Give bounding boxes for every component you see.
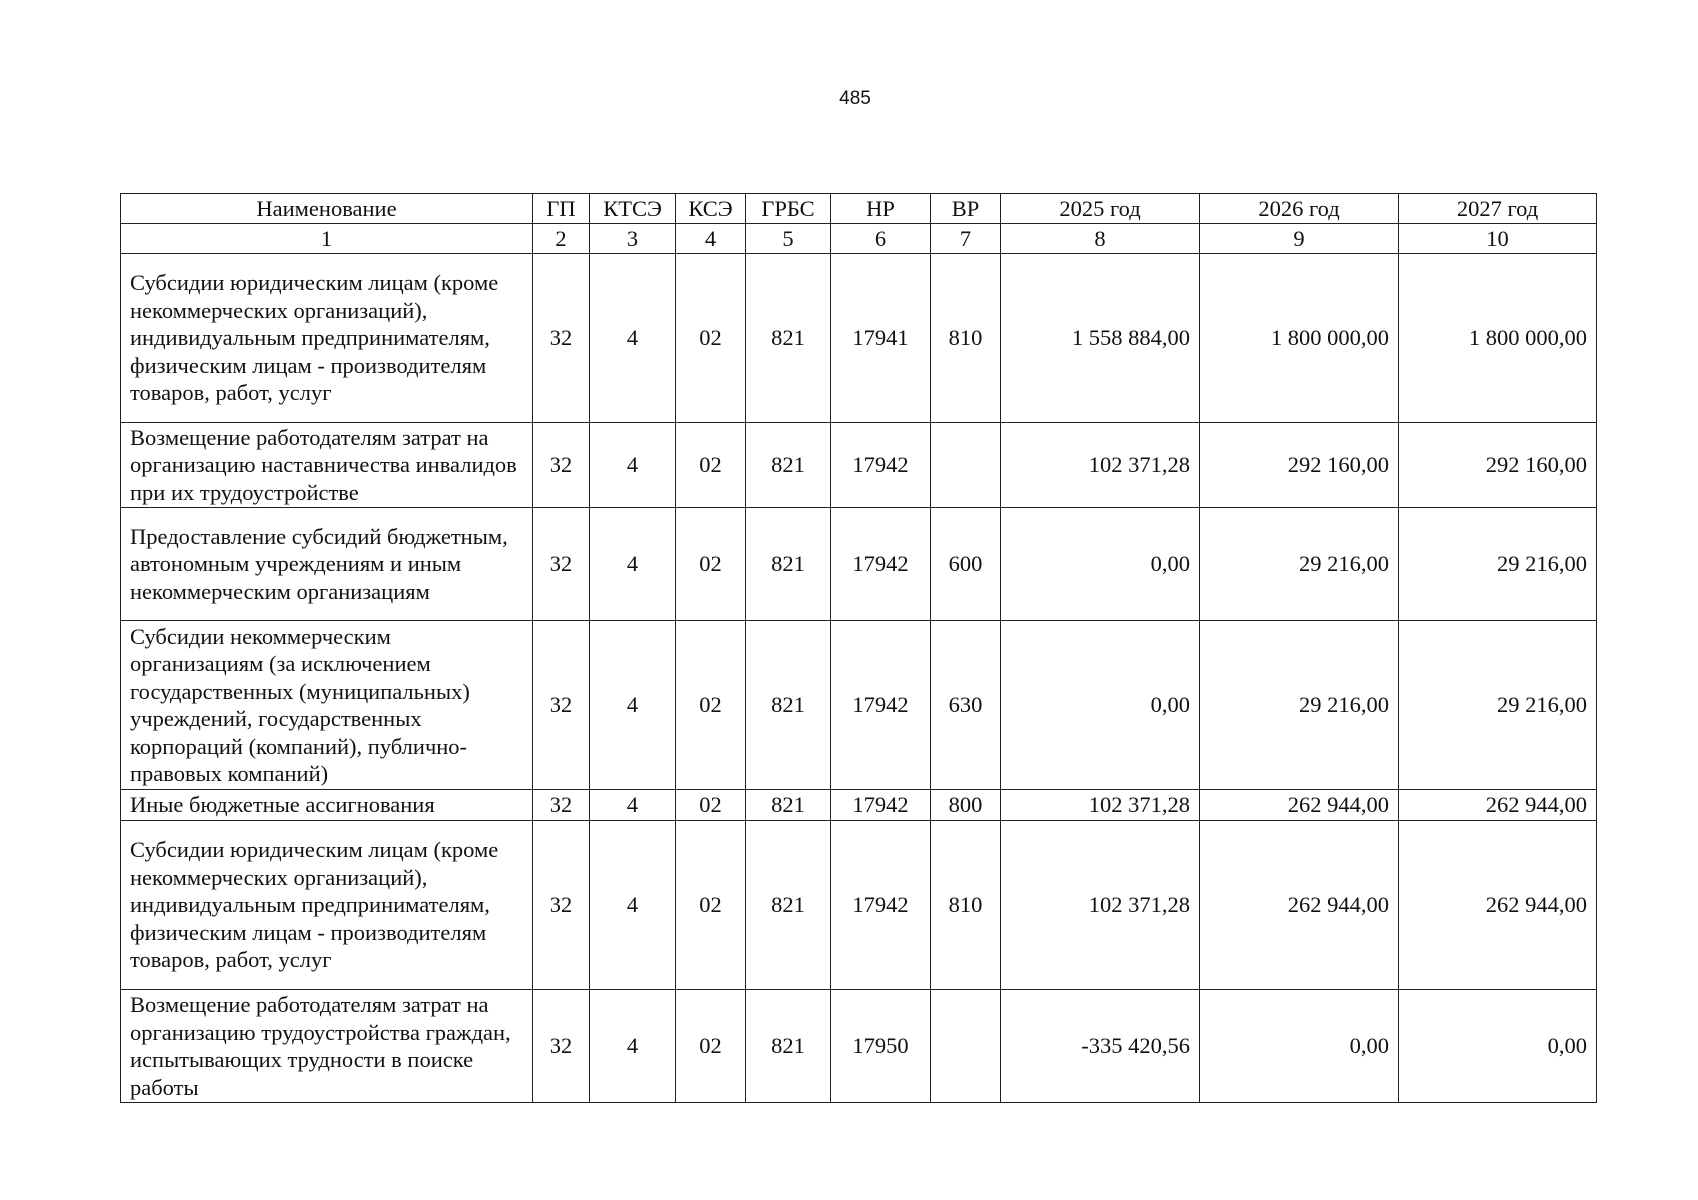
row-grbs: 821 [746,790,831,821]
row-vr: 630 [931,621,1001,790]
row-vr: 810 [931,254,1001,423]
row-kse: 02 [676,254,746,423]
row-vr [931,990,1001,1103]
row-ktse: 4 [590,621,676,790]
header-2027: 2027 год [1399,194,1597,224]
row-nr: 17942 [831,508,931,621]
row-2025: 0,00 [1001,621,1200,790]
row-kse: 02 [676,423,746,508]
row-nr: 17942 [831,790,931,821]
row-grbs: 821 [746,254,831,423]
row-2027: 292 160,00 [1399,423,1597,508]
row-ktse: 4 [590,790,676,821]
row-name: Иные бюджетные ассигнования [121,790,533,821]
table-row [121,254,1597,423]
budget-table [120,193,1597,1103]
row-2026: 29 216,00 [1200,621,1399,790]
column-number: 4 [676,224,746,254]
row-2026: 29 216,00 [1200,508,1399,621]
column-number: 2 [533,224,590,254]
row-2025: 102 371,28 [1001,423,1200,508]
table-row [121,508,1597,621]
row-ktse: 4 [590,254,676,423]
table-header [121,194,1597,254]
row-2026: 262 944,00 [1200,821,1399,990]
header-gp: ГП [533,194,590,224]
row-ktse: 4 [590,423,676,508]
column-number-row [121,224,1597,254]
row-ktse: 4 [590,990,676,1103]
row-nr: 17942 [831,423,931,508]
page-number: 485 [839,88,871,109]
row-kse: 02 [676,821,746,990]
table-row [121,990,1597,1103]
row-2025: 102 371,28 [1001,821,1200,990]
row-grbs: 821 [746,990,831,1103]
table-row [121,821,1597,990]
row-2027: 1 800 000,00 [1399,254,1597,423]
header-name: Наименование [121,194,533,224]
header-ktse: КТСЭ [590,194,676,224]
row-2027: 262 944,00 [1399,821,1597,990]
row-grbs: 821 [746,821,831,990]
table-body [121,254,1597,1103]
row-2025: 1 558 884,00 [1001,254,1200,423]
row-vr [931,423,1001,508]
column-number: 5 [746,224,831,254]
row-ktse: 4 [590,821,676,990]
row-2025: 102 371,28 [1001,790,1200,821]
row-gp: 32 [533,790,590,821]
row-name: Субсидии некоммерческим организациям (за исключением государственных (муниципальных) учреждений, государственных корпораций (компаний), публично-правовых компаний) [121,621,533,790]
header-nr: НР [831,194,931,224]
row-vr: 800 [931,790,1001,821]
row-2026: 292 160,00 [1200,423,1399,508]
row-gp: 32 [533,508,590,621]
column-number: 10 [1399,224,1597,254]
row-grbs: 821 [746,508,831,621]
row-kse: 02 [676,508,746,621]
header-vr: ВР [931,194,1001,224]
table-row [121,790,1597,821]
row-gp: 32 [533,621,590,790]
row-2027: 262 944,00 [1399,790,1597,821]
row-name: Субсидии юридическим лицам (кроме некоммерческих организаций), индивидуальным предпринимателям, физическим лицам - производителям товаров, работ, услуг [121,254,533,423]
column-number: 7 [931,224,1001,254]
row-nr: 17942 [831,821,931,990]
header-2026: 2026 год [1200,194,1399,224]
row-vr: 810 [931,821,1001,990]
row-gp: 32 [533,821,590,990]
row-nr: 17942 [831,621,931,790]
row-name: Субсидии юридическим лицам (кроме некоммерческих организаций), индивидуальным предпринимателям, физическим лицам - производителям товаров, работ, услуг [121,821,533,990]
header-row [121,194,1597,224]
table-row [121,423,1597,508]
row-name: Возмещение работодателям затрат на организацию трудоустройства граждан, испытывающих трудности в поиске работы [121,990,533,1103]
row-nr: 17950 [831,990,931,1103]
header-2025: 2025 год [1001,194,1200,224]
row-gp: 32 [533,990,590,1103]
column-number: 3 [590,224,676,254]
column-number: 1 [121,224,533,254]
table-row [121,621,1597,790]
header-grbs: ГРБС [746,194,831,224]
row-2025: 0,00 [1001,508,1200,621]
row-kse: 02 [676,990,746,1103]
row-2026: 262 944,00 [1200,790,1399,821]
row-gp: 32 [533,423,590,508]
row-2025: -335 420,56 [1001,990,1200,1103]
row-2027: 29 216,00 [1399,621,1597,790]
row-nr: 17941 [831,254,931,423]
row-2027: 29 216,00 [1399,508,1597,621]
row-gp: 32 [533,254,590,423]
row-2026: 1 800 000,00 [1200,254,1399,423]
row-grbs: 821 [746,621,831,790]
column-number: 9 [1200,224,1399,254]
row-kse: 02 [676,790,746,821]
column-number: 8 [1001,224,1200,254]
row-ktse: 4 [590,508,676,621]
row-2026: 0,00 [1200,990,1399,1103]
row-kse: 02 [676,621,746,790]
row-name: Предоставление субсидий бюджетным, автономным учреждениям и иным некоммерческим организациям [121,508,533,621]
row-vr: 600 [931,508,1001,621]
column-number: 6 [831,224,931,254]
header-kse: КСЭ [676,194,746,224]
row-grbs: 821 [746,423,831,508]
row-2027: 0,00 [1399,990,1597,1103]
row-name: Возмещение работодателям затрат на организацию наставничества инвалидов при их трудоустройстве [121,423,533,508]
